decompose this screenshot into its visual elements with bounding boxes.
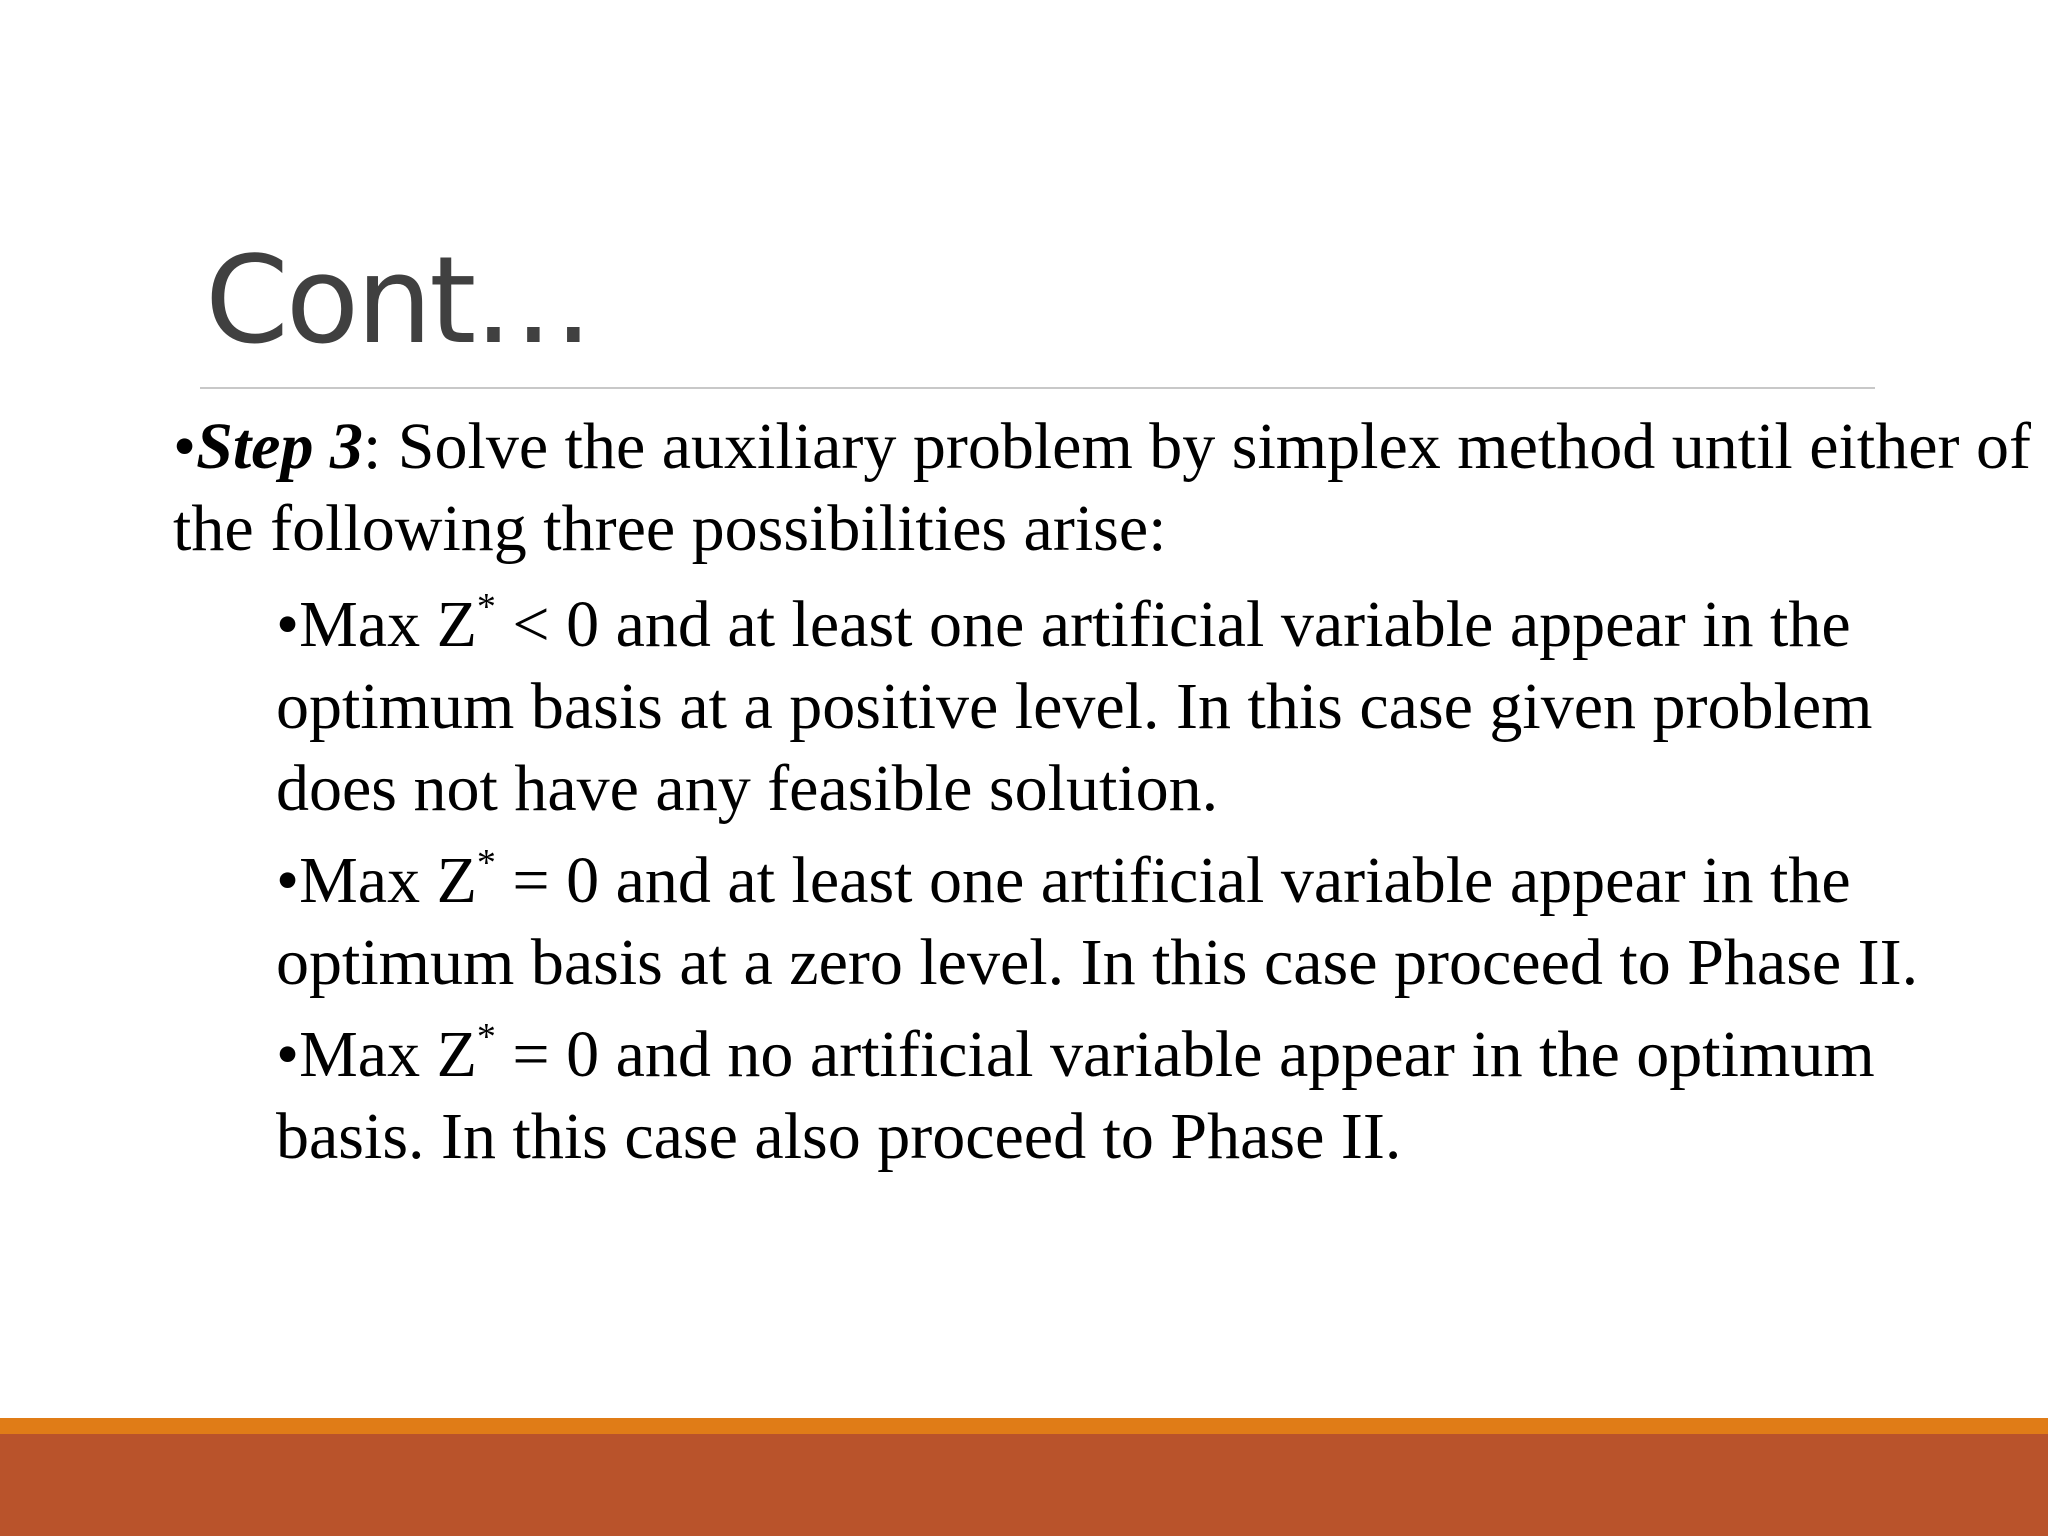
possibility-item	[276, 840, 2006, 1004]
footer-band	[0, 1434, 2048, 1536]
possibility-item	[276, 584, 2006, 830]
possibility-superscript: *	[476, 586, 496, 628]
possibility-bullet: •	[276, 844, 300, 917]
slide-title: Cont…	[205, 232, 591, 371]
possibilities-list	[276, 584, 2006, 1188]
step-bullet: •	[173, 410, 197, 483]
step-label: Step 3	[196, 410, 363, 483]
possibility-lead: Max Z	[299, 1018, 477, 1091]
possibility-superscript: *	[476, 1016, 496, 1058]
possibility-superscript: *	[476, 842, 496, 884]
possibility-item	[276, 1014, 2006, 1178]
possibility-lead: Max Z	[299, 844, 477, 917]
possibility-bullet: •	[276, 1018, 300, 1091]
possibility-bullet: •	[276, 588, 300, 661]
possibility-text: = 0 and no artificial variable appear in the optimum basis. In this case also proceed to Phase II.	[276, 1018, 1875, 1173]
footer-accent-bar	[0, 1418, 2048, 1434]
title-divider	[200, 387, 1875, 389]
possibility-lead: Max Z	[299, 588, 477, 661]
step-3-paragraph	[173, 406, 2043, 570]
possibility-text: = 0 and at least one artificial variable appear in the optimum basis at a zero level. In this case proceed to Phase II.	[276, 844, 1919, 999]
step-text: : Solve the auxiliary problem by simplex method until either of the following three possibilities arise:	[173, 410, 2031, 565]
possibility-text: < 0 and at least one artificial variable appear in the optimum basis at a positive level. In this case given problem does not have any feasible solution.	[276, 588, 1873, 825]
